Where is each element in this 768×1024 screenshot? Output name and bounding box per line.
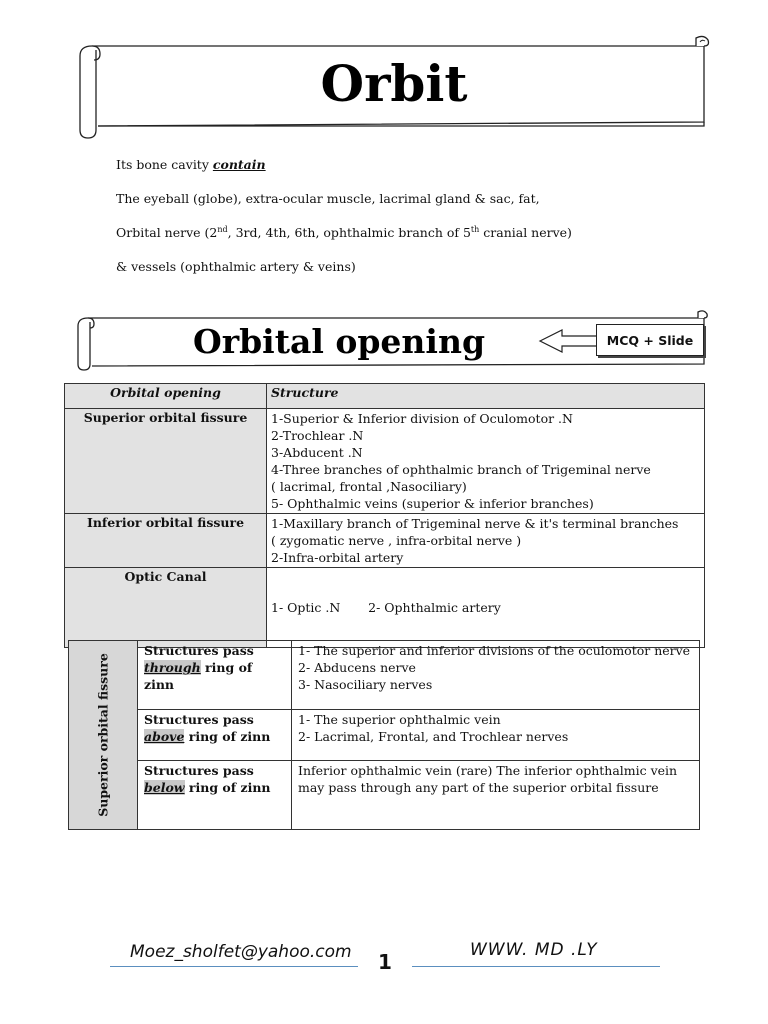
highlight-below: below: [144, 780, 185, 795]
pass-structures: Inferior ophthalmic vein (rare) The inferior ophthalmic vein may pass through any part of the superior orbital fissure: [292, 761, 700, 830]
header-structure: Structure: [267, 384, 705, 409]
footer-website: WWW. MD .LY: [470, 940, 598, 960]
table-header-row: [65, 384, 705, 409]
table-row: [65, 514, 705, 568]
intro-line-2: The eyeball (globe), extra-ocular muscle, lacrimal gland & sac, fat,: [116, 191, 540, 206]
row-structures: 1-Maxillary branch of Trigeminal nerve & it's terminal branches ( zygomatic nerve , infra-orbital nerve ) 2-Infra-orbital artery: [267, 514, 705, 568]
ring-of-zinn-table: [68, 640, 700, 830]
section-title: Orbital opening: [192, 322, 486, 361]
table-row: [69, 641, 700, 710]
title-banner: [76, 30, 712, 142]
pass-label: Structures pass above ring of zinn: [138, 710, 292, 761]
pass-structures: 1- The superior and inferior divisions of the oculomotor nerve 2- Abducens nerve 3- Nasociliary nerves: [292, 641, 700, 710]
side-label: Superior orbital fissure: [95, 653, 111, 817]
row-opening-label: Superior orbital fissure: [65, 409, 267, 514]
table-row: [65, 409, 705, 514]
table-row: [69, 710, 700, 761]
mcq-slide-badge: MCQ + Slide: [596, 324, 704, 356]
side-label-cell: [69, 641, 138, 830]
row-structures: 1- Optic .N 2- Ophthalmic artery: [267, 568, 705, 648]
footer-email: Moez_sholfet@yahoo.com: [130, 942, 352, 962]
emphasis-contain: contain: [212, 157, 266, 172]
highlight-above: above: [144, 729, 185, 744]
pass-label: Structures pass below ring of zinn: [138, 761, 292, 830]
row-opening-label: Inferior orbital fissure: [65, 514, 267, 568]
orbital-opening-table: [64, 383, 705, 648]
intro-line-4: & vessels (ophthalmic artery & veins): [116, 259, 356, 274]
table-row: [69, 761, 700, 830]
footer-divider-left: [110, 966, 358, 967]
pass-structures: 1- The superior ophthalmic vein 2- Lacrimal, Frontal, and Trochlear nerves: [292, 710, 700, 761]
row-opening-label: Optic Canal: [65, 568, 267, 648]
highlight-through: through: [144, 660, 201, 675]
table-row: [65, 568, 705, 648]
page-number: 1: [378, 950, 392, 974]
pass-label: Structures pass through ring of zinn: [138, 641, 292, 710]
intro-line-3: Orbital nerve (2nd, 3rd, 4th, 6th, ophthalmic branch of 5th cranial nerve): [116, 225, 572, 241]
arrow-left-icon: [538, 328, 600, 354]
intro-line-1: Its bone cavity contain: [116, 157, 266, 172]
footer-divider-right: [412, 966, 660, 967]
row-structures: 1-Superior & Inferior division of Oculomotor .N 2-Trochlear .N 3-Abducent .N 4-Three branches of ophthalmic branch of Trigeminal nerve ( lacrimal, frontal ,Nasociliary) 5- Ophthalmic veins (superior & inferior branches): [267, 409, 705, 514]
page-title: Orbit: [320, 54, 468, 113]
header-orbital-opening: Orbital opening: [65, 384, 267, 409]
